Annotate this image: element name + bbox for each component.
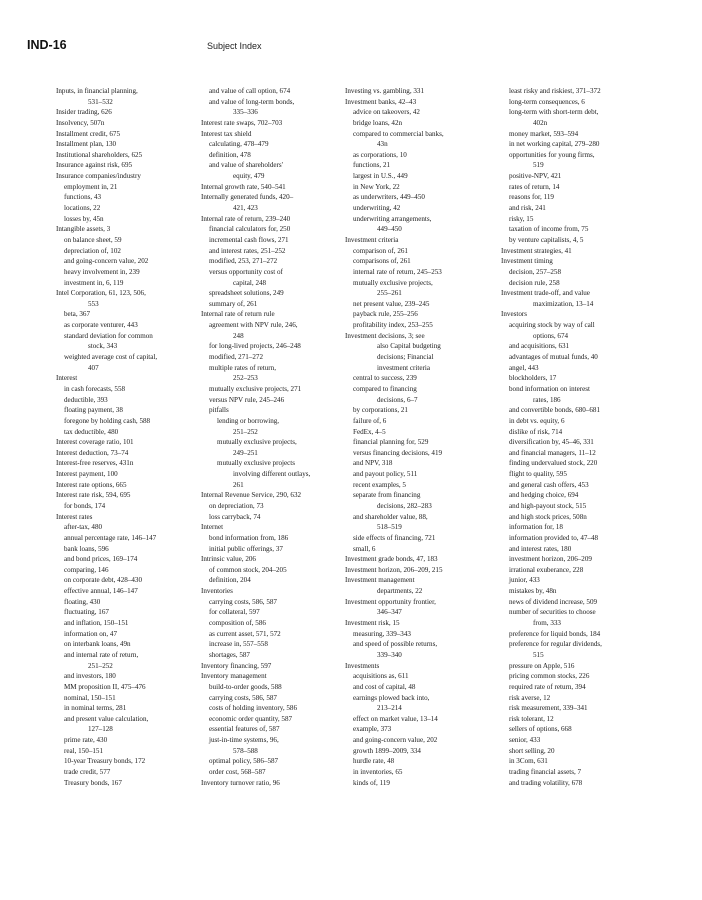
index-subentry: effective annual, 146–147 xyxy=(64,587,138,596)
index-entry-continuation: rates, 186 xyxy=(533,395,561,404)
index-subentry: by corporations, 21 xyxy=(353,406,408,415)
index-subentry: 10-year Treasury bonds, 172 xyxy=(64,757,146,766)
index-entry: Internal rate of return, 239–240 xyxy=(201,214,291,223)
index-entry: Insolvency, 507n xyxy=(56,118,105,127)
index-subentry: acquisitions as, 611 xyxy=(353,672,409,681)
index-subentry: information provided to, 47–48 xyxy=(509,533,599,542)
index-subentry: as corporations, 10 xyxy=(353,150,407,159)
index-subentry: long-term consequences, 6 xyxy=(509,97,585,106)
index-subentry: in inventories, 65 xyxy=(353,768,403,776)
index-subentry: and present value calculation, xyxy=(64,714,149,723)
index-entry: Investment opportunity frontier, xyxy=(345,597,436,606)
index-subentry: mistakes by, 48n xyxy=(509,587,557,596)
index-subentry: required rate of return, 394 xyxy=(509,682,586,691)
index-entry-continuation: 519 xyxy=(533,161,544,170)
index-entry: Investments xyxy=(345,661,380,670)
index-subentry: number of securities to choose xyxy=(509,608,596,617)
index-subentry: floating, 430 xyxy=(64,597,101,606)
index-subentry: pitfalls xyxy=(209,406,229,415)
index-entry: Inventories xyxy=(201,587,233,596)
index-entry: Installment credit, 675 xyxy=(56,129,121,138)
index-entry-continuation: also Capital budgeting xyxy=(377,342,441,351)
index-subentry: pricing common stocks, 226 xyxy=(509,672,590,681)
index-subentry: and hedging choice, 694 xyxy=(509,491,579,500)
index-entry: Insurance against risk, 695 xyxy=(56,161,133,170)
index-entry-continuation: 346–347 xyxy=(377,608,402,617)
index-entry: Interest rate swaps, 702–703 xyxy=(201,118,283,127)
index-subentry: and acquisitions, 631 xyxy=(509,342,570,351)
index-subentry: diversification by, 45–46, 331 xyxy=(509,438,594,447)
index-subentry: underwriting arrangements, xyxy=(353,214,432,223)
index-subentry: positive-NPV, 421 xyxy=(509,172,562,181)
index-subentry: in 3Com, 631 xyxy=(509,757,548,766)
index-subentry: losses by, 45n xyxy=(64,214,104,223)
index-entry: Interest deduction, 73–74 xyxy=(56,448,129,457)
index-subentry: MM proposition II, 475–476 xyxy=(64,682,146,691)
index-subentry: and internal rate of return, xyxy=(64,650,139,659)
index-entry: Inventory management xyxy=(201,672,267,681)
index-entry: Interest rates xyxy=(56,512,93,521)
index-subentry: advantages of mutual funds, 40 xyxy=(509,353,598,362)
index-subentry: definition, 204 xyxy=(209,576,251,585)
index-subentry: on corporate debt, 428–430 xyxy=(64,576,143,585)
index-subentry: and cost of capital, 48 xyxy=(353,682,416,691)
index-subentry: summary of, 261 xyxy=(209,299,258,308)
index-subentry: and high-payout stock, 515 xyxy=(509,501,587,510)
index-subentry: small, 6 xyxy=(353,544,376,553)
index-subentry: for collateral, 597 xyxy=(209,608,260,617)
index-entry: Inventory financing, 597 xyxy=(201,661,272,670)
index-subentry: mutually exclusive projects, xyxy=(353,278,433,287)
index-subentry: acquiring stock by way of call xyxy=(509,321,595,330)
index-entry-continuation: 251–252 xyxy=(233,427,258,436)
index-subentry: and shareholder value, 88, xyxy=(353,512,428,521)
index-subentry: trade credit, 577 xyxy=(64,768,111,776)
index-subentry: Treasury bonds, 167 xyxy=(64,778,122,787)
index-subentry: profitability index, 253–255 xyxy=(353,321,433,330)
index-subentry: fluctuating, 167 xyxy=(64,608,109,617)
index-subentry: employment in, 21 xyxy=(64,182,118,191)
index-subentry: floating payment, 38 xyxy=(64,406,123,415)
index-subentry: risky, 15 xyxy=(509,214,534,223)
index-subentry: risk measurement, 339–341 xyxy=(509,704,588,713)
index-subentry: comparing, 146 xyxy=(64,565,109,574)
index-subentry: bridge loans, 42n xyxy=(353,118,403,127)
index-entry: Investment horizon, 206–209, 215 xyxy=(345,565,443,574)
index-entry-continuation: 449–450 xyxy=(377,225,402,234)
index-entry: Interest-free reserves, 431n xyxy=(56,459,134,468)
index-entry: Inputs, in financial planning, xyxy=(56,87,138,95)
index-subentry: shortages, 587 xyxy=(209,650,250,659)
index-subentry: in debt vs. equity, 6 xyxy=(509,416,565,425)
index-entry-continuation: 335–336 xyxy=(233,108,258,117)
index-entry-continuation: equity, 479 xyxy=(233,172,265,181)
index-subentry: on interbank loans, 49n xyxy=(64,640,131,649)
index-entry-continuation: 249–251 xyxy=(233,448,258,457)
index-subentry: and value of call option, 674 xyxy=(209,87,291,95)
index-subentry: long-term with short-term debt, xyxy=(509,108,599,117)
index-entry: Investing vs. gambling, 331 xyxy=(345,87,425,95)
index-entry-continuation: 515 xyxy=(533,650,544,659)
index-entry: Internal rate of return rule xyxy=(201,310,275,319)
index-subentry: spreadsheet solutions, 249 xyxy=(209,289,284,298)
index-entry: Intangible assets, 3 xyxy=(56,225,111,234)
index-entry-continuation: maximization, 13–14 xyxy=(533,299,594,308)
index-entry-continuation: 252–253 xyxy=(233,374,258,383)
index-subentry: and payout policy, 511 xyxy=(353,470,418,479)
index-subentry: and risk, 241 xyxy=(509,204,546,213)
index-subentry: decision rule, 258 xyxy=(509,278,560,287)
index-subentry: functions, 43 xyxy=(64,193,102,202)
index-subentry: incremental cash flows, 271 xyxy=(209,235,289,244)
index-subentry: central to success, 239 xyxy=(353,374,417,383)
index-entry-continuation: departments, 22 xyxy=(377,587,423,596)
index-entry: Investment decisions, 3; see xyxy=(345,331,425,340)
index-subentry: weighted average cost of capital, xyxy=(64,353,158,362)
index-entry-continuation: 261 xyxy=(233,480,244,489)
index-subentry: composition of, 586 xyxy=(209,619,266,628)
index-entry: Intel Corporation, 61, 123, 506, xyxy=(56,289,146,298)
index-subentry: money market, 593–594 xyxy=(509,129,579,138)
index-subentry: foregone by holding cash, 588 xyxy=(64,416,151,425)
index-subentry: versus financing decisions, 419 xyxy=(353,448,443,457)
index-entry-continuation: 251–252 xyxy=(88,661,113,670)
index-subentry: mutually exclusive projects xyxy=(217,459,296,468)
index-subentry: least risky and riskiest, 371–372 xyxy=(509,87,601,95)
index-subentry: bond information from, 186 xyxy=(209,533,289,542)
index-subentry: just-in-time systems, 96, xyxy=(209,736,279,745)
index-subentry: example, 373 xyxy=(353,725,392,734)
index-subentry: modified, 253, 271–272 xyxy=(209,257,278,266)
index-subentry: versus opportunity cost of xyxy=(209,267,283,276)
index-entry-continuation: 518–519 xyxy=(377,523,402,532)
index-subentry: essential features of, 587 xyxy=(209,725,280,734)
index-subentry: order cost, 568–587 xyxy=(209,768,266,776)
index-subentry: advice on takeovers, 42 xyxy=(353,108,420,117)
index-entry: Institutional shareholders, 625 xyxy=(56,150,143,159)
index-subentry: and financial managers, 11–12 xyxy=(509,448,596,457)
index-subentry: comparison of, 261 xyxy=(353,246,408,255)
index-subentry: dislike of risk, 714 xyxy=(509,427,563,436)
index-entry: Internal Revenue Service, 290, 632 xyxy=(201,491,302,500)
index-subentry: rates of return, 14 xyxy=(509,182,560,191)
index-subentry: and inflation, 150–151 xyxy=(64,619,129,628)
index-subentry: economic order quantity, 587 xyxy=(209,714,293,723)
index-subentry: and interest rates, 251–252 xyxy=(209,246,286,255)
index-subentry: in cash forecasts, 558 xyxy=(64,384,126,393)
index-entry-continuation: from, 333 xyxy=(533,619,561,628)
index-column-4 xyxy=(501,86,646,788)
index-subentry: annual percentage rate, 146–147 xyxy=(64,533,157,542)
index-subentry: recent examples, 5 xyxy=(353,480,406,489)
index-entry: Investment banks, 42–43 xyxy=(345,97,417,106)
index-subentry: decision, 257–258 xyxy=(509,267,562,276)
index-entry-continuation: decisions, 282–283 xyxy=(377,501,432,510)
index-column-3 xyxy=(345,86,490,788)
index-subentry: lending or borrowing, xyxy=(217,416,280,425)
index-entry-continuation: decisions, 6–7 xyxy=(377,395,418,404)
index-subentry: real, 150–151 xyxy=(64,746,104,755)
index-entry-continuation: 127–128 xyxy=(88,725,113,734)
index-subentry: short selling, 20 xyxy=(509,746,555,755)
index-subentry: versus NPV rule, 245–246 xyxy=(209,395,285,404)
index-subentry: agreement with NPV rule, 246, xyxy=(209,321,298,330)
index-subentry: deductible, 393 xyxy=(64,395,108,404)
index-subentry: as current asset, 571, 572 xyxy=(209,629,281,638)
index-entry-continuation: capital, 248 xyxy=(233,278,267,287)
index-subentry: trading financial assets, 7 xyxy=(509,768,582,776)
index-entry-continuation: 213–214 xyxy=(377,704,402,713)
index-entry: Investment strategies, 41 xyxy=(501,246,572,255)
index-subentry: effect on market value, 13–14 xyxy=(353,714,438,723)
index-entry-continuation: 402n xyxy=(533,118,548,127)
index-entry: Internet xyxy=(201,523,224,532)
index-entry-continuation: stock, 343 xyxy=(88,342,118,351)
index-subentry: flight to quality, 595 xyxy=(509,470,567,479)
index-subentry: investment in, 6, 119 xyxy=(64,278,124,287)
index-subentry: mutually exclusive projects, xyxy=(217,438,297,447)
index-subentry: after-tax, 480 xyxy=(64,523,103,532)
index-subentry: and convertible bonds, 680–681 xyxy=(509,406,601,415)
index-subentry: junior, 433 xyxy=(509,576,540,585)
index-subentry: tax deductible, 480 xyxy=(64,427,119,436)
index-subentry: irrational exuberance, 228 xyxy=(509,565,584,574)
index-entry: Investment grade bonds, 47, 183 xyxy=(345,555,438,564)
index-subentry: and general cash offers, 453 xyxy=(509,480,589,489)
index-subentry: finding undervalued stock, 220 xyxy=(509,459,598,468)
page-number: IND-16 xyxy=(27,38,67,52)
index-subentry: preference for liquid bonds, 184 xyxy=(509,629,601,638)
index-subentry: and interest rates, 180 xyxy=(509,544,572,553)
index-subentry: in New York, 22 xyxy=(353,182,400,191)
index-subentry: build-to-order goods, 588 xyxy=(209,682,282,691)
index-subentry: of common stock, 204–205 xyxy=(209,565,287,574)
index-subentry: initial public offerings, 37 xyxy=(209,544,283,553)
index-subentry: increase in, 557–558 xyxy=(209,640,268,649)
index-entry: Inventory turnover ratio, 96 xyxy=(201,778,280,787)
index-entry: Investment timing xyxy=(501,257,553,266)
page-header xyxy=(27,38,262,56)
index-subentry: compared to commercial banks, xyxy=(353,129,444,138)
index-subentry: reasons for, 119 xyxy=(509,193,554,202)
index-subentry: underwriting, 42 xyxy=(353,204,401,213)
index-subentry: carrying costs, 586, 587 xyxy=(209,597,277,606)
index-entry: Interest coverage ratio, 101 xyxy=(56,438,134,447)
index-subentry: angel, 443 xyxy=(509,363,539,372)
index-subentry: on balance sheet, 59 xyxy=(64,235,122,244)
index-subentry: loss carryback, 74 xyxy=(209,512,261,521)
index-entry-continuation: involving different outlays, xyxy=(233,470,311,479)
index-subentry: and bond prices, 169–174 xyxy=(64,555,138,564)
index-subentry: largest in U.S., 449 xyxy=(353,172,408,181)
index-subentry: carrying costs, 586, 587 xyxy=(209,693,277,702)
index-subentry: news of dividend increase, 509 xyxy=(509,597,598,606)
index-subentry: growth 1899–2009, 334 xyxy=(353,746,421,755)
index-subentry: compared to financing xyxy=(353,384,417,393)
index-entry: Investment trade-off, and value xyxy=(501,289,590,298)
index-subentry: taxation of income from, 75 xyxy=(509,225,589,234)
index-subentry: internal rate of return, 245–253 xyxy=(353,267,442,276)
index-entry: Interest tax shield xyxy=(201,129,252,138)
index-subentry: prime rate, 430 xyxy=(64,736,108,745)
index-subentry: sellers of options, 668 xyxy=(509,725,572,734)
index-subentry: definition, 478 xyxy=(209,150,251,159)
index-subentry: senior, 433 xyxy=(509,736,541,745)
index-entry: Investment management xyxy=(345,576,415,585)
index-subentry: and NPV, 318 xyxy=(353,459,393,468)
index-subentry: on depreciation, 73 xyxy=(209,501,264,510)
index-subentry: hurdle rate, 48 xyxy=(353,757,395,766)
index-subentry: pressure on Apple, 516 xyxy=(509,661,575,670)
index-subentry: and investors, 180 xyxy=(64,672,116,681)
index-column-1 xyxy=(56,86,201,788)
index-subentry: by venture capitalists, 4, 5 xyxy=(509,235,584,244)
index-entry-continuation: investment criteria xyxy=(377,363,430,372)
index-entry: Interest xyxy=(56,374,78,383)
index-subentry: net present value, 239–245 xyxy=(353,299,430,308)
index-subentry: bond information on interest xyxy=(509,384,590,393)
section-title: Subject Index xyxy=(207,41,262,51)
index-subentry: and value of shareholders' xyxy=(209,161,283,170)
index-subentry: and going-concern value, 202 xyxy=(353,736,438,745)
index-entry: Internally generated funds, 420– xyxy=(201,193,294,202)
index-subentry: beta, 367 xyxy=(64,310,91,319)
index-subentry: heavy involvement in, 239 xyxy=(64,267,140,276)
index-entry-continuation: decisions; Financial xyxy=(377,353,434,362)
index-subentry: as corporate venturer, 443 xyxy=(64,321,138,330)
index-subentry: FedEx, 4–5 xyxy=(353,427,386,436)
index-entry: Insider trading, 626 xyxy=(56,108,112,117)
index-subentry: for bonds, 174 xyxy=(64,501,106,510)
index-subentry: depreciation of, 102 xyxy=(64,246,121,255)
index-column-2 xyxy=(201,86,346,788)
index-subentry: calculating, 478–479 xyxy=(209,140,269,149)
index-subentry: optimal policy, 586–587 xyxy=(209,757,279,766)
index-subentry: and speed of possible returns, xyxy=(353,640,438,649)
index-subentry: preference for regular dividends, xyxy=(509,640,602,649)
index-subentry: payback rule, 255–256 xyxy=(353,310,418,319)
index-subentry: standard deviation for common xyxy=(64,331,153,340)
index-entry: Interest payment, 100 xyxy=(56,470,118,479)
index-subentry: and trading volatility, 678 xyxy=(509,778,583,787)
index-subentry: functions, 21 xyxy=(353,161,391,170)
index-subentry: risk tolerant, 12 xyxy=(509,714,554,723)
index-subentry: earnings plowed back into, xyxy=(353,693,430,702)
index-subentry: information for, 18 xyxy=(509,523,563,532)
index-entry: Investment risk, 15 xyxy=(345,619,400,628)
index-subentry: costs of holding inventory, 586 xyxy=(209,704,298,713)
index-entry: Interest rate options, 665 xyxy=(56,480,127,489)
index-subentry: and high stock prices, 508n xyxy=(509,512,587,521)
index-subentry: locations, 22 xyxy=(64,204,101,213)
index-subentry: in nominal terms, 281 xyxy=(64,704,127,713)
index-subentry: mutually exclusive projects, 271 xyxy=(209,384,302,393)
index-subentry: for long-lived projects, 246–248 xyxy=(209,342,301,351)
index-entry: Installment plan, 130 xyxy=(56,140,117,149)
index-subentry: separate from financing xyxy=(353,491,421,500)
index-entry: Investors xyxy=(501,310,528,319)
index-entry-continuation: 421, 423 xyxy=(233,204,258,213)
index-entry: Internal growth rate, 540–541 xyxy=(201,182,286,191)
index-subentry: failure of, 6 xyxy=(353,416,387,425)
index-entry-continuation: 553 xyxy=(88,299,99,308)
index-entry: Interest rate risk, 594, 695 xyxy=(56,491,131,500)
index-entry: Insurance companies/industry xyxy=(56,172,141,181)
index-entry: Investment criteria xyxy=(345,235,399,244)
index-subentry: and going-concern value, 202 xyxy=(64,257,149,266)
index-subentry: modified, 271–272 xyxy=(209,353,263,362)
index-subentry: kinds of, 119 xyxy=(353,778,390,787)
index-entry-continuation: 339–340 xyxy=(377,650,402,659)
index-subentry: measuring, 339–343 xyxy=(353,629,411,638)
index-entry-continuation: 531–532 xyxy=(88,97,113,106)
index-subentry: information on, 47 xyxy=(64,629,117,638)
index-subentry: comparisons of, 261 xyxy=(353,257,411,266)
index-subentry: and value of long-term bonds, xyxy=(209,97,295,106)
index-subentry: multiple rates of return, xyxy=(209,363,276,372)
index-subentry: financial planning for, 529 xyxy=(353,438,429,447)
index-entry-continuation: options, 674 xyxy=(533,331,569,340)
index-subentry: in net working capital, 279–280 xyxy=(509,140,600,149)
index-subentry: side effects of financing, 721 xyxy=(353,533,436,542)
index-entry-continuation: 578–588 xyxy=(233,746,258,755)
index-entry-continuation: 43n xyxy=(377,140,388,149)
index-subentry: blockholders, 17 xyxy=(509,374,557,383)
index-subentry: risk averse, 12 xyxy=(509,693,551,702)
index-entry-continuation: 255–261 xyxy=(377,289,402,298)
index-subentry: as underwriters, 449–450 xyxy=(353,193,425,202)
index-entry: Intrinsic value, 206 xyxy=(201,555,256,564)
index-subentry: opportunities for young firms, xyxy=(509,150,595,159)
index-subentry: bank loans, 596 xyxy=(64,544,109,553)
index-subentry: financial calculators for, 250 xyxy=(209,225,291,234)
index-subentry: investment horizon, 206–209 xyxy=(509,555,592,564)
index-entry-continuation: 407 xyxy=(88,363,99,372)
index-entry-continuation: 248 xyxy=(233,331,244,340)
index-subentry: nominal, 150–151 xyxy=(64,693,116,702)
